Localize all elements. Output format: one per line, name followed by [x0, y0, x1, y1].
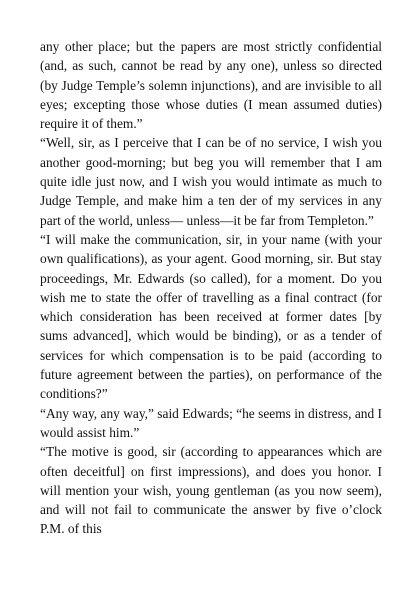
- paragraph-5: “The motive is good, sir (according to appearances which are often deceitful] on first impressions), and does you honor. I will mention your wish, young gentleman (as you now seem), and will not fail to communicate the answer by five o’clock P.M. of this: [40, 444, 382, 537]
- paragraph-3: “I will make the communication, sir, in your name (with your own qualifications), as your agent. Good morning, sir. But stay proceedings, Mr. Edwards (so called), for a moment. Do you wish me to state the offer of travelling as a final contract (for which consideration has been received at former dates [by sums advanced], which would be binding), or as a tender of services for which compensation is to be paid (according to future agreement between the parties), on performance of the conditions?”: [40, 231, 382, 402]
- paragraph-2: “Well, sir, as I perceive that I can be of no service, I wish you another good-morning; but beg you will remember that I am quite idle just now, and I wish you would intimate as much to Judge Temple, and make him a ten der of my services in any part of the world, unless— unless—it be far from Templeton.”: [40, 135, 382, 228]
- paragraph-4: “Any way, any way,” said Edwards; “he seems in distress, and I would assist him.”: [40, 405, 382, 440]
- book-page: [40, 37, 382, 539]
- paragraph-1: any other place; but the papers are most strictly confidential (and, as such, cannot be read by any one), unless so directed (by Judge Temple’s solemn injunctions), and are invisible to all eyes; excepting those whose duties (I mean assumed duties) require it of them.”: [40, 39, 382, 132]
